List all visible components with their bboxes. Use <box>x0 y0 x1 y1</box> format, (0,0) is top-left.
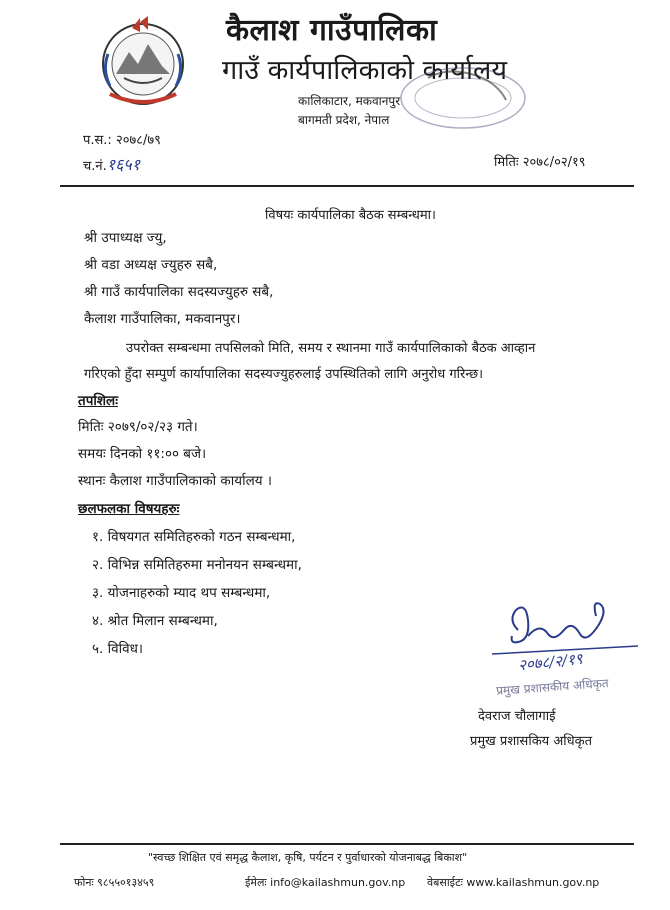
agenda-heading: छलफलका विषयहरुः <box>78 501 180 517</box>
letter-subject: विषयः कार्यपालिका बैठक सम्बन्धमा। <box>265 208 436 223</box>
footer-divider <box>60 843 634 845</box>
address-line-1: कालिकाटार, मकवानपुर <box>298 94 401 108</box>
nepal-emblem-icon <box>96 14 190 108</box>
municipality-title: कैलाश गाउँपालिका <box>226 13 438 48</box>
agenda-item: ४. श्रोत मिलान सम्बन्धमा, <box>92 613 218 629</box>
office-stamp <box>388 58 538 138</box>
signature-date: २०७८/२/१९ <box>517 649 584 675</box>
signatory-designation: प्रमुख प्रशासकिय अधिकृत <box>470 734 593 749</box>
letter-date-value: २०७८/०२/१९ <box>522 155 586 170</box>
agenda-item: ५. विविध। <box>92 641 144 657</box>
designation-stamp: प्रमुख प्रशासकीय अधिकृत <box>495 676 610 698</box>
detail-venue: स्थानः कैलाश गाउँपालिकाको कार्यालय । <box>78 473 273 489</box>
detail-time: समयः दिनको ११:०० बजे। <box>78 446 207 462</box>
dispatch-number-value: १६५१ <box>106 155 141 174</box>
agenda-item: ३. योजनाहरुको म्याद थप सम्बन्धमा, <box>92 585 271 601</box>
agenda-item: १. विषयगत समितिहरुको गठन सम्बन्धमा, <box>92 529 296 545</box>
footer-website[interactable]: वेबसाईटः www.kailashmun.gov.np <box>427 876 600 889</box>
recipient-line: कैलाश गाउँपालिका, मकवानपुर। <box>84 311 241 327</box>
signatory-name: देवराज चौलागाई <box>478 709 556 724</box>
address-line-2: बागमती प्रदेश, नेपाल <box>298 113 390 127</box>
dispatch-number <box>83 153 140 175</box>
body-line-1: उपरोक्त सम्बन्धमा तपसिलको मिति, समय र स्थानमा गाउँ कार्यपालिकाको बैठक आव्हान <box>126 341 536 356</box>
body-line-2: गरिएको हुँदा सम्पुर्ण कार्यापालिका सदस्यज्युहरुलाई उपस्थितिको लागि अनुरोध गरिन्छ। <box>84 367 484 382</box>
recipient-line: श्री गाउँ कार्यपालिका सदस्यज्युहरु सबै, <box>84 284 274 300</box>
recipient-line: श्री वडा अध्यक्ष ज्युहरु सबै, <box>84 257 218 273</box>
footer-phone: फोनः ९८५५०१३४५९ <box>74 876 155 889</box>
dispatch-number-label: च.नं. <box>83 159 107 174</box>
footer-slogan: "स्वच्छ शिक्षित एवं समृद्ध कैलाश, कृषि, पर्यटन र पुर्वाधारको योजनाबद्ध बिकाश" <box>148 851 468 864</box>
recipient-line: श्री उपाध्यक्ष ज्यु, <box>84 230 167 246</box>
office-title: गाउँ कार्यपालिकाको कार्यालय <box>222 55 507 86</box>
footer-email[interactable]: ईमेलः info@kailashmun.gov.np <box>245 876 406 889</box>
agenda-item: २. विभिन्न समितिहरुमा मनोनयन सम्बन्धमा, <box>92 557 302 573</box>
detail-date: मितिः २०७९/०२/२३ गते। <box>78 419 198 435</box>
letter-date-label: मितिः <box>494 155 519 170</box>
fiscal-year-ref: प.स.: २०७८/७९ <box>83 133 161 148</box>
letter-date <box>494 152 586 170</box>
header-divider <box>60 185 634 187</box>
details-heading: तपशिलः <box>78 393 118 409</box>
